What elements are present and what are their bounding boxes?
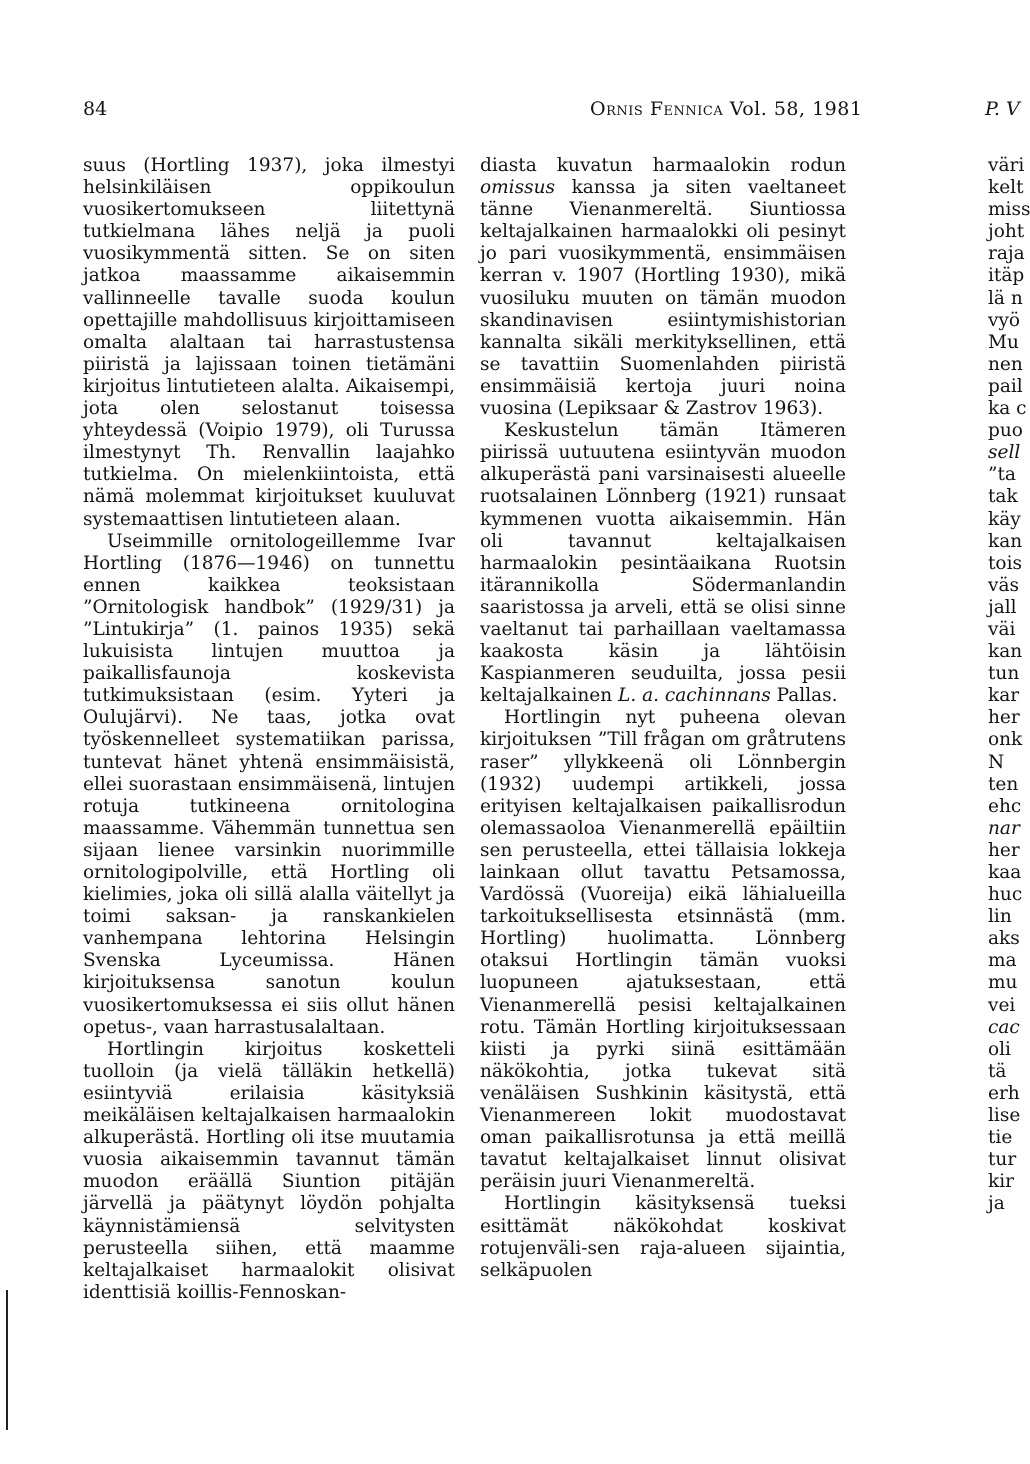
right-p2-text-b: Pallas. (770, 685, 838, 707)
cut-line: kir (988, 1171, 1014, 1193)
cut-line: ka c (988, 398, 1027, 420)
cut-line: väs (988, 574, 1019, 596)
left-column (83, 155, 455, 1304)
running-head (590, 98, 862, 120)
right-paragraph-3: Hortlingin nyt puheena olevan kirjoituksen ”Till frågan om gråtrutens raser” yllykkeenä oli Lönnbergin (1932) uudempi artikkeli, jossa erityisen keltajalkaisen paikallisrodun olemassaoloa Vienanmerellä epäiltiin sen perusteella, ettei tällaisia lokkeja lainkaan ollut tavattu Petsamossa, Vardössä (Vuoreija) eikä lähialueilla tarkoituksellisesta etsinnästä (mm. Hortling) huolimatta. Lönnberg otaksui Hortlingin tämän vuoksi luopuneen ajatuksestaan, että Vienanmerellä pesisi keltajalkainen rotu. Tämän Hortling kirjoituksessaan kiisti ja pyrki siinä esittämään näkökohtia, jotka tukevat sitä venäläisen Sushkinin käsitystä, että Vienanmereen lokit muodostavat oman paikallisrotunsa ja että meillä tavatut keltajalkaiset linnut olisivat peräisin juuri Vienanmereltä. (480, 707, 846, 1193)
cut-line: jall (988, 596, 1017, 618)
right-paragraph-2 (480, 420, 846, 707)
cut-line: lise (988, 1105, 1021, 1127)
cut-line: onk (988, 729, 1023, 751)
journal-title: Ornis Fennica (590, 98, 724, 120)
cut-line: erh (988, 1082, 1020, 1104)
right-column (480, 155, 846, 1282)
cut-line: käy (988, 508, 1021, 530)
cut-line: tois (988, 552, 1022, 574)
cut-line: her (988, 707, 1020, 729)
cut-line: ten (988, 773, 1019, 795)
cut-line: puo (988, 420, 1023, 442)
cut-line: ”ta (988, 464, 1016, 486)
cut-line: vyö (988, 309, 1021, 331)
cut-line: väri (988, 155, 1025, 176)
cut-line: ma (988, 950, 1017, 972)
cut-line: lä n (988, 287, 1023, 309)
volume-info: Vol. 58, 1981 (729, 98, 863, 120)
cut-line: sell (988, 442, 1021, 464)
cut-line: kan (988, 641, 1023, 663)
cut-line: vei (988, 994, 1016, 1016)
cut-line: aks (988, 928, 1020, 950)
cut-line: ja (988, 1193, 1005, 1215)
taxon-name: L. a. cachinnans (618, 685, 771, 707)
page-number: 84 (83, 98, 108, 120)
cut-line: itäp (988, 265, 1025, 287)
cut-line: kaa (988, 862, 1022, 883)
taxon-name: omissus (480, 177, 555, 199)
right-paragraph-4: Hortlingin käsityksensä tueksi esittämät näkökohdat koskivat rotujenväli-sen raja-alueen sijaintia, selkäpuolen (480, 1193, 846, 1281)
cut-line: oli (988, 1038, 1011, 1060)
next-page-header-fragment: P. V (985, 98, 1020, 120)
cut-line: mu (988, 972, 1018, 994)
cut-line: väi (988, 618, 1016, 640)
cut-line: tie (988, 1127, 1013, 1149)
cut-line: tak (988, 486, 1018, 508)
cut-line: tun (988, 663, 1020, 685)
cut-line: nar (988, 817, 1020, 839)
left-paragraph-3: Hortlingin kirjoitus kosketteli tuolloin (ja vielä tälläkin hetkellä) esiintyviä erilaisia käsityksiä meikäläisen keltajalkaisen harmaalokin alkuperästä. Hortling oli itse muutamia vuosia aikaisemmin tavannut tämän muodon eräällä Siuntion pitäjän järvellä ja päätynyt löydön pohjalta käynnistämiensä selvitysten perusteella siihen, että maamme keltajalkaiset harmaalokit olisivat identtisiä koillis-Fennoskan- (83, 1038, 455, 1303)
cut-line: nen (988, 353, 1023, 375)
cut-line: pail (988, 375, 1023, 397)
right-p1-text-b: kanssa ja siten vaeltaneet tänne Vienanmereltä. Siuntiossa keltajalkainen harmaalokki oli pesinyt jo pari vuosikymmentä, ensimmäisen kerran v. 1907 (Hortling 1930), mikä vuosiluku muuten on tämän muodon skandinavisen esiintymishistorian kannalta sikäli merkityksellinen, että se tavattiin Suomenlahden piiristä ensimmäisiä kertoja juuri noina vuosina (Lepiksaar & Zastrov 1963). (480, 177, 846, 420)
cut-line: tä (988, 1060, 1007, 1082)
left-paragraph-2: Useimmille ornitologeillemme Ivar Hortling (1876—1946) on tunnettu ennen kaikkea teoksistaan ”Ornitologisk handbok” (1929/31) ja ”Lintukirja” (1. painos 1935) sekä lukuisista lintujen muuttoa ja paikallisfaunoja koskevista tutkimuksistaan (esim. Yyteri ja Oulujärvi). Ne taas, jotka ovat työskennelleet systematiikan parissa, tuntevat hänet yhtenä ensimmäisistä, ellei suorastaan ensimmäisenä, lintujen rotuja tutkineena ornitologina maassamme. Vähemmän tunnettua sen sijaan lienee varsinkin nuorimmille ornitologipolville, että Hortling oli kielimies, joka oli sillä alalla väitellyt ja toimi saksan- ja ranskankielen vanhempana lehtorina Helsingin Svenska Lyceumissa. Hänen kirjoituksensa sanotun koulun vuosikertomuksessa ei siis ollut hänen opetus-, vaan harrastusalaltaan. (83, 530, 455, 1038)
cut-line: raja (988, 243, 1025, 265)
right-p1-text-a: diasta kuvatun harmaalokin rodun (480, 155, 846, 176)
right-paragraph-1 (480, 155, 846, 420)
cut-line: lin (988, 906, 1012, 928)
cut-line: ehc (988, 795, 1022, 817)
cut-line: N (988, 751, 1005, 773)
cut-line: her (988, 839, 1020, 861)
margin-rule (6, 1290, 8, 1430)
right-p2-text-a: Keskustelun tämän Itämeren piirissä uutuutena esiintyvän muodon alkuperästä pani varsinaisesti alueelle ruotsalainen Lönnberg (1921) runsaat kymmenen vuotta aikaisemmin. Hän oli tavannut keltajalkaisen harmaalokin pesintäaikana Ruotsin itärannikolla Södermanlandin saaristossa ja arveli, että se olisi sinne vaeltanut tai parhaillaan vaeltamassa kaakosta käsin ja lähtöisin Kaspianmeren seuduilta, jossa pesii keltajalkainen (480, 420, 846, 707)
cut-line: kar (988, 685, 1020, 707)
cut-line: huc (988, 884, 1023, 906)
cut-line: tur (988, 1149, 1017, 1171)
cut-line: kelt (988, 177, 1024, 199)
left-paragraph-1: suus (Hortling 1937), joka ilmestyi helsinkiläisen oppikoulun vuosikertomukseen liitettynä tutkielmana lähes neljä ja puoli vuosikymmentä sitten. Se on siten jatkoa maassamme aikaisemmin vallinneelle tavalle suoda koulun opettajille mahdollisuus kirjoittamiseen omalta alaltaan tai harrastustensa piiristä ja lajissaan toinen tietämäni kirjoitus lintutieteen alalta. Aikaisempi, jota olen selostanut toisessa yhteydessä (Voipio 1979), oli Turussa ilmestynyt Th. Renvallin laajahko tutkielma. On mielenkiintoista, että nämä molemmat kirjoitukset kuuluvat systemaattisen lintutieteen alaan. (83, 155, 455, 530)
cut-line: cac (988, 1016, 1020, 1038)
cut-line: Mu (988, 331, 1019, 353)
cut-off-column (988, 155, 1030, 1216)
cut-line: joht (988, 221, 1025, 243)
cut-line: miss (988, 199, 1030, 221)
cut-line: kan (988, 530, 1023, 552)
